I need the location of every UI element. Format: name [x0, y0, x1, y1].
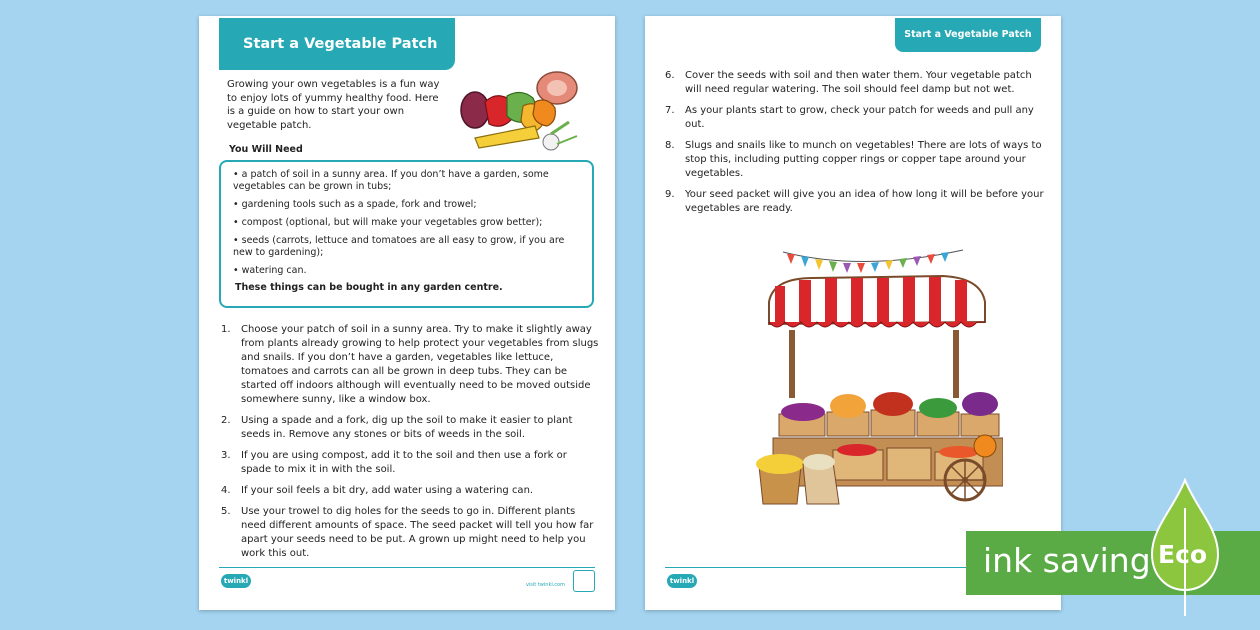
- page-tab-title: Start a Vegetable Patch: [895, 18, 1041, 52]
- list-item: [221, 505, 599, 561]
- list-item: [665, 139, 1047, 181]
- right-page: [645, 16, 1061, 610]
- step-number: 4.: [221, 485, 231, 496]
- left-page: [199, 16, 615, 610]
- step-text: Slugs and snails like to munch on vegetables! There are lots of ways to stop this, including putting copper rings or copper tape around your vegetables.: [685, 140, 1042, 179]
- step-number: 2.: [221, 415, 231, 426]
- eco-label: Eco: [1158, 540, 1208, 569]
- step-number: 9.: [665, 189, 675, 200]
- you-will-need-heading: You Will Need: [229, 144, 303, 155]
- step-number: 6.: [665, 70, 675, 81]
- list-item: • compost (optional, but will make your vegetables grow better);: [233, 217, 582, 229]
- twinkl-logo: twinkl: [667, 574, 697, 588]
- step-number: 8.: [665, 140, 675, 151]
- market-stall-illustration: [723, 242, 1003, 506]
- list-item: [221, 484, 599, 498]
- step-text: Your seed packet will give you an idea of how long it will be before your vegetables are ready.: [685, 189, 1044, 214]
- step-text: Choose your patch of soil in a sunny area. Try to make it slightly away from plants already growing to help protect your vegetables from slugs and snails. If you don’t have a garden, vegetables like lettuce, tomatoes and carrots can all be grown in deep tubs. They can be started off indoors although will eventually need to be moved outside somewhere sunny, like a window box.: [241, 324, 599, 405]
- step-text: Using a spade and a fork, dig up the soil to make it easier to plant seeds in. Remove any stones or bits of weeds in the soil.: [241, 415, 573, 440]
- step-number: 3.: [221, 450, 231, 461]
- quality-badge-icon: [573, 570, 595, 592]
- steps-list-left: [221, 323, 599, 568]
- materials-list: [233, 169, 582, 277]
- list-item: [665, 104, 1047, 132]
- list-item: • a patch of soil in a sunny area. If you don’t have a garden, some vegetables can be grown in tubs;: [233, 169, 582, 193]
- vegetables-illustration: [457, 66, 597, 156]
- step-text: If you are using compost, add it to the soil and then use a fork or spade to mix it in with the soil.: [241, 450, 567, 475]
- list-item: [665, 69, 1047, 97]
- list-item: [221, 449, 599, 477]
- step-text: If your soil feels a bit dry, add water using a watering can.: [241, 485, 534, 496]
- step-number: 7.: [665, 105, 675, 116]
- list-item: • gardening tools such as a spade, fork and trowel;: [233, 199, 582, 211]
- ink-saving-text: ink saving: [983, 541, 1151, 580]
- step-number: 1.: [221, 324, 231, 335]
- list-item: [221, 414, 599, 442]
- step-text: Use your trowel to dig holes for the seeds to go in. Different plants need different amounts of space. The seed packet will tell you how far apart your seeds need to be put. A grown up might need to help you work this out.: [241, 506, 594, 559]
- materials-note: These things can be bought in any garden centre.: [235, 282, 503, 293]
- you-will-need-box: [219, 160, 594, 308]
- visit-link: visit twinkl.com: [525, 582, 565, 588]
- list-item: • watering can.: [233, 265, 582, 277]
- steps-list-right: [665, 69, 1047, 223]
- intro-text: Growing your own vegetables is a fun way to enjoy lots of yummy healthy food. Here is a guide on how to start your own vegetable patch.: [227, 79, 440, 131]
- list-item: • seeds (carrots, lettuce and tomatoes are all easy to grow, if you are new to gardening);: [233, 235, 582, 259]
- step-text: As your plants start to grow, check your patch for weeds and pull any out.: [685, 105, 1034, 130]
- list-item: [221, 323, 599, 407]
- list-item: [665, 188, 1047, 216]
- page-title: Start a Vegetable Patch: [219, 18, 455, 70]
- step-text: Cover the seeds with soil and then water them. Your vegetable patch will need regular watering. The soil should feel damp but not wet.: [685, 70, 1032, 95]
- footer-divider: [219, 567, 595, 568]
- twinkl-logo: twinkl: [221, 574, 251, 588]
- step-number: 5.: [221, 506, 231, 517]
